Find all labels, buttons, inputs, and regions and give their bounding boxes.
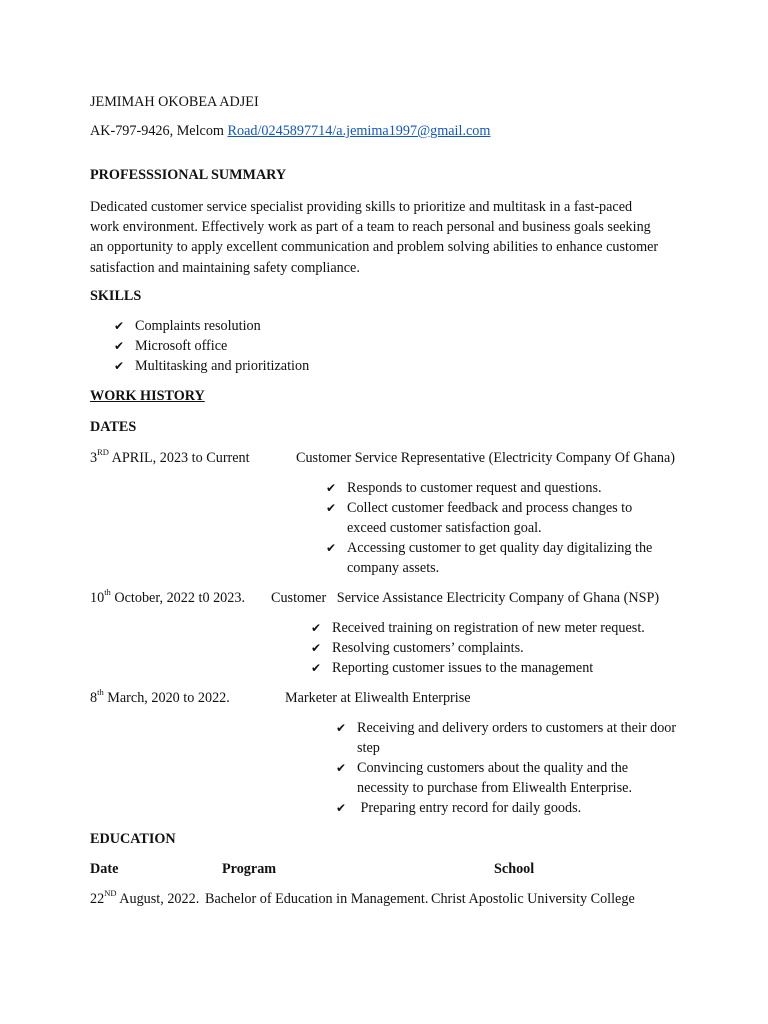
job-date: 10th October, 2022 t0 2023. [90, 587, 246, 606]
summary-heading: PROFESSSIONAL SUMMARY [90, 167, 287, 183]
check-icon: ✔ [326, 501, 337, 515]
job-duties [324, 478, 669, 578]
check-icon: ✔ [311, 661, 322, 675]
edu-date: 22ND August, 2022. [90, 888, 200, 907]
skills-heading: SKILLS [90, 288, 142, 304]
contact-link[interactable]: Road/0245897714/a.jemima1997@gmail.com [227, 123, 491, 139]
edu-col-school: School [494, 861, 535, 877]
education-heading: EDUCATION [90, 831, 176, 847]
check-icon: ✔ [311, 641, 322, 655]
work-history-heading: WORK HISTORY [90, 388, 205, 404]
check-icon: ✔ [114, 319, 125, 333]
check-icon: ✔ [114, 359, 125, 373]
check-icon: ✔ [336, 801, 347, 815]
edu-col-program: Program [222, 861, 277, 877]
job-date: 3RD APRIL, 2023 to Current [90, 447, 250, 466]
job-title: Marketer at Eliwealth Enterprise [285, 690, 471, 706]
list-item: ✔ Received training on registration of new meter request. [311, 620, 645, 636]
list-item: ✔ Accessing customer to get quality day digitalizing the company assets. [326, 540, 653, 576]
list-item: ✔ Responds to customer request and questions. [326, 480, 602, 496]
list-item: ✔ Preparing entry record for daily goods. [336, 800, 582, 816]
list-item: ✔ Complaints resolution [114, 318, 261, 334]
summary-text: Dedicated customer service specialist providing skills to prioritize and multitask in a fast-paced work environment. Effectively work as part of a team to reach personal and business goals seeking an opportunity to apply excellent communication and problem solving abilities to enhance customer satisfaction and maintaining safety compliance. [90, 199, 659, 276]
job-duties [309, 618, 709, 678]
list-item: ✔ Reporting customer issues to the management [311, 660, 594, 676]
check-icon: ✔ [311, 621, 322, 635]
list-item: ✔ Microsoft office [114, 338, 228, 354]
job-date: 8th March, 2020 to 2022. [90, 687, 230, 706]
edu-col-date: Date [90, 861, 119, 877]
contact-line [90, 121, 490, 141]
candidate-name: JEMIMAH OKOBEA ADJEI [90, 94, 259, 110]
check-icon: ✔ [336, 721, 347, 735]
skills-list [112, 316, 512, 376]
job-duties [334, 718, 679, 818]
job-title: Customer Service Assistance Electricity Company of Ghana (NSP) [271, 590, 660, 606]
check-icon: ✔ [326, 541, 337, 555]
check-icon: ✔ [114, 339, 125, 353]
dates-heading: DATES [90, 419, 137, 435]
list-item: ✔ Convincing customers about the quality and the necessity to purchase from Eliwealth Enterprise. [336, 760, 632, 796]
list-item: ✔ Multitasking and prioritization [114, 358, 310, 374]
job-title: Customer Service Representative (Electricity Company Of Ghana) [296, 450, 675, 466]
list-item: ✔ Resolving customers’ complaints. [311, 640, 524, 656]
check-icon: ✔ [336, 761, 347, 775]
contact-address: AK-797-9426, Melcom [90, 123, 228, 139]
edu-program: Bachelor of Education in Management. [205, 891, 429, 907]
check-icon: ✔ [326, 481, 337, 495]
edu-school: Christ Apostolic University College [431, 891, 635, 907]
list-item: ✔ Receiving and delivery orders to customers at their door step [336, 720, 677, 756]
list-item: ✔ Collect customer feedback and process changes to exceed customer satisfaction goal. [326, 500, 633, 536]
